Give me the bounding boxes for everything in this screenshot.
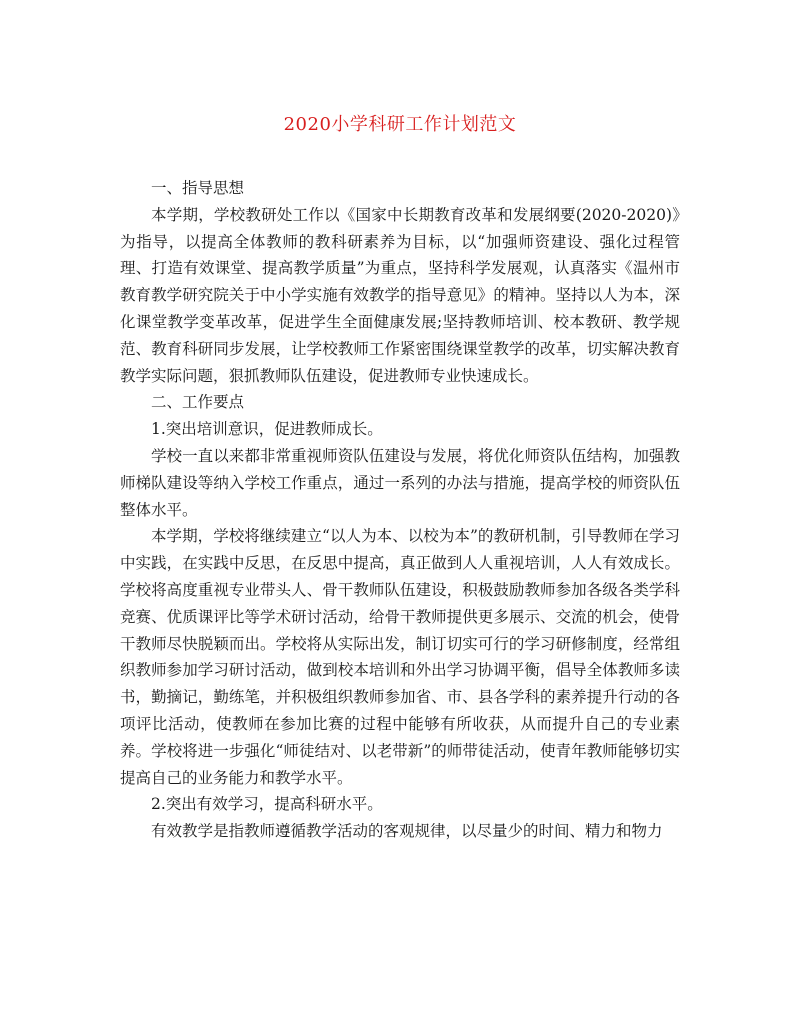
paragraph-semester-plan: 本学期，学校将继续建立“以人为本、以校为本”的教研机制，引导教师在学习中实践，在实践中反思，在反思中提高，真正做到人人重视培训，人人有效成长。学校将高度重视专业带头人、骨干教师队伍建设，积极鼓励教师参加各级各类学科竞赛、优质课评比等学术研讨活动，给骨干教师提供更多展示、交流的机会，使骨干教师尽快脱颖而出。学校将从实际出发，制订切实可行的学习研修制度，经常组织教师参加学习研讨活动，做到校本培训和外出学习协调平衡，倡导全体教师多读书，勤摘记，勤练笔，并积极组织教师参加省、市、县各学科的素养提升行动的各项评比活动，使教师在参加比赛的过程中能够有所收获，从而提升自己的专业素养。学校将进一步强化“师徒结对、以老带新”的师带徒活动，使青年教师能够切实提高自己的业务能力和教学水平。	[120, 527, 680, 787]
subheading-effective-learning: 2.突出有效学习，提高科研水平。	[151, 795, 383, 814]
document-body	[120, 175, 680, 845]
paragraph-guiding-thought: 本学期，学校教研处工作以《国家中长期教育改革和发展纲要(2020-2020)》为指导，以提高全体教师的教科研素养为目标，以“加强师资建设、强化过程管理、打造有效课堂、提高教学质量”为重点，坚持科学发展观，认真落实《温州市教育教学研究院关于中小学实施有效教学的指导意见》的精神。坚持以人为本，深化课堂教学变革改革，促进学生全面健康发展;坚持教师培训、校本教研、教学规范、教育科研同步发展，让学校教师工作紧密围绕课堂教学的改革，切实解决教育教学实际问题，狠抓教师队伍建设，促进教师专业快速成长。	[120, 205, 680, 385]
heading-guiding-thought: 一、指导思想	[151, 179, 245, 197]
subheading-training: 1.突出培训意识，促进教师成长。	[151, 420, 383, 439]
paragraph-teacher-team: 学校一直以来都非常重视师资队伍建设与发展，将优化师资队伍结构，加强教师梯队建设等纳入学校工作重点，通过一系列的办法与措施，提高学校的师资队伍整体水平。	[120, 446, 680, 519]
heading-work-points: 二、工作要点	[151, 393, 245, 412]
paragraph-effective-teaching: 有效教学是指教师遵循教学活动的客观规律，以尽量少的时间、精力和物力	[151, 822, 663, 841]
document-title: 2020小学科研工作计划范文	[283, 114, 517, 135]
